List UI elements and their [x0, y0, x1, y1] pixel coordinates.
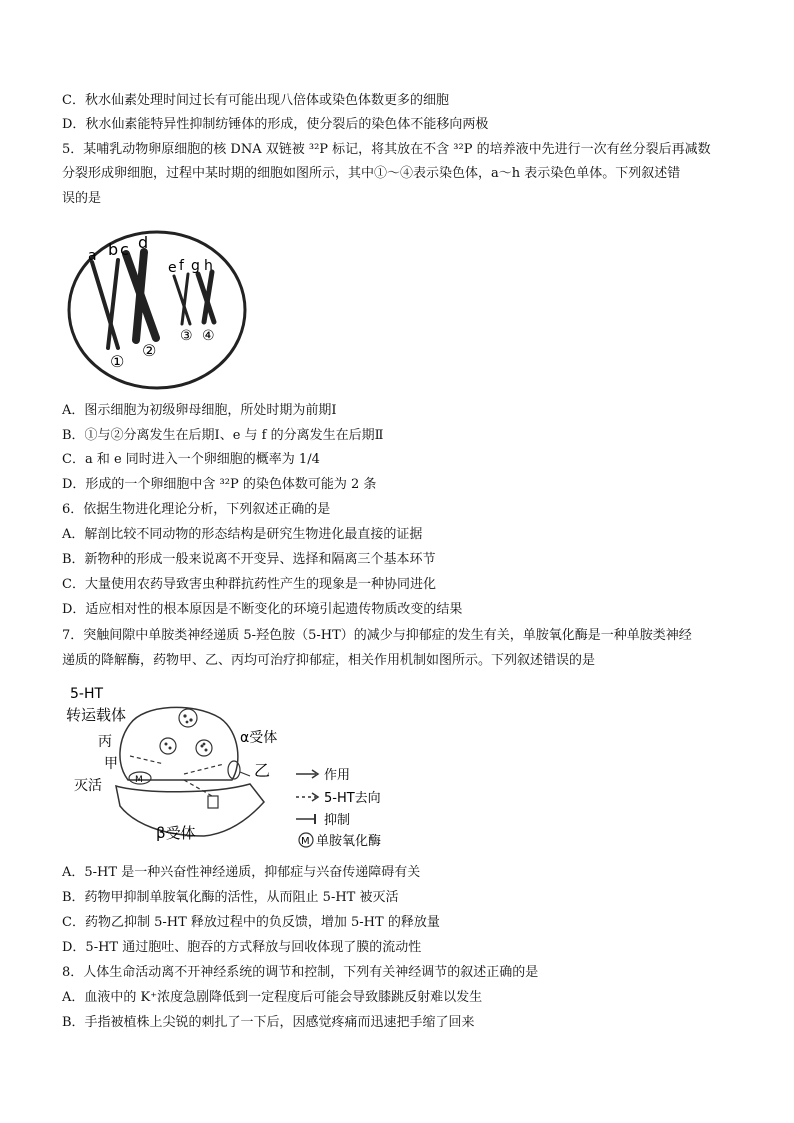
q6-option-b: B．新物种的形成一般来说离不开变异、选择和隔离三个基本环节: [62, 552, 436, 567]
chromatid-label-b: b: [108, 240, 119, 259]
label-drug-bing: 丙: [98, 734, 112, 750]
q8-stem: 8．人体生命活动离不开神经系统的调节和控制，下列有关神经调节的叙述正确的是: [62, 965, 539, 980]
q8-option-b: B．手指被植株上尖锐的刺扎了一下后，因感觉疼痛而迅速把手缩了回来: [62, 1015, 475, 1030]
label-alpha-receptor: α受体: [240, 730, 278, 746]
q5-option-c: C．a 和 e 同时进入一个卵细胞的概率为 1/4: [62, 452, 320, 467]
beta-receptor-shape: [208, 796, 218, 808]
label-drug-yi: 乙: [254, 761, 271, 780]
legend-5ht-direction: 5-HT去向: [324, 791, 381, 806]
mao-symbol-in-figure: M: [135, 775, 143, 785]
chromosome-label-4: ④: [202, 328, 215, 344]
chromosome-2: [126, 252, 156, 340]
q6-option-d: D．适应相对性的根本原因是不断变化的环境引起遗传物质改变的结果: [62, 602, 463, 617]
q8-option-a: A．血液中的 K⁺浓度急剧降低到一定程度后可能会导致膝跳反射难以发生: [62, 990, 483, 1005]
q7-figure-legend: [296, 768, 381, 848]
label-inactivate: 灭活: [74, 778, 102, 794]
label-drug-jia: 甲: [104, 756, 118, 772]
chromosome-4: [198, 272, 214, 322]
q4-option-d: D．秋水仙素能特异性抑制纺锤体的形成，使分裂后的染色体不能移向两极: [62, 117, 489, 132]
chromosome-1: [92, 260, 118, 348]
q7-option-c: C．药物乙抑制 5-HT 释放过程中的负反馈，增加 5-HT 的释放量: [62, 915, 440, 930]
chromatid-label-f: f: [179, 258, 184, 274]
label-transporter: 转运载体: [66, 706, 127, 724]
q5-cell-figure: [64, 228, 250, 392]
chromatid-label-d: d: [138, 233, 149, 252]
q7-stem-line-1: 7．突触间隙中单胺类神经递质 5-羟色胺（5-HT）的减少与抑郁症的发生有关，单胺氧化酶是一种单胺类神经: [62, 628, 692, 643]
legend-inhibit: 抑制: [324, 813, 351, 828]
q5-stem-line-1: 5．某哺乳动物卵原细胞的核 DNA 双链被 ³²P 标记，将其放在不含 ³²P 的培养液中先进行一次有丝分裂后再减数: [62, 142, 711, 157]
q7-option-d: D．5-HT 通过胞吐、胞吞的方式释放与回收体现了膜的流动性: [62, 940, 422, 955]
q7-option-b: B．药物甲抑制单胺氧化酶的活性，从而阻止 5-HT 被灭活: [62, 890, 399, 905]
q5-option-d: D．形成的一个卵细胞中含 ³²P 的染色体数可能为 2 条: [62, 477, 377, 492]
label-5ht: 5-HT: [70, 686, 104, 702]
q6-option-c: C．大量使用农药导致害虫种群抗药性产生的现象是一种协同进化: [62, 577, 436, 592]
q7-synapse-figure: [64, 684, 390, 848]
q5-option-a: A．图示细胞为初级卵母细胞，所处时期为前期Ⅰ: [62, 403, 337, 418]
chromatid-label-c: c: [120, 240, 129, 259]
chromosome-3: [174, 274, 190, 324]
chromosome-label-2: ②: [142, 341, 157, 360]
chromatid-label-e: e: [168, 260, 177, 276]
legend-mao: 单胺氧化酶: [316, 834, 382, 848]
q5-stem-line-3: 误的是: [62, 191, 102, 206]
legend-mao-symbol: M: [301, 836, 310, 847]
synaptic-vesicles: [160, 709, 212, 756]
q5-stem-line-2: 分裂形成卵细胞，过程中某时期的细胞如图所示，其中①～④表示染色体，a～h 表示染色单体。下列叙述错: [62, 166, 681, 181]
legend-act: 作用: [324, 768, 351, 783]
chromatid-label-h: h: [204, 258, 213, 274]
q5-option-b: B．①与②分离发生在后期Ⅰ、e 与 f 的分离发生在后期Ⅱ: [62, 428, 384, 443]
q4-option-c: C．秋水仙素处理时间过长有可能出现八倍体或染色体数更多的细胞: [62, 93, 449, 108]
q7-option-a: A．5-HT 是一种兴奋性神经递质，抑郁症与兴奋传递障碍有关: [62, 865, 421, 880]
chromatid-label-a: a: [88, 248, 97, 264]
q7-stem-line-2: 递质的降解酶，药物甲、乙、丙均可治疗抑郁症，相关作用机制如图所示。下列叙述错误的是: [62, 653, 596, 668]
chromatid-label-g: g: [191, 258, 200, 274]
q6-stem: 6．依据生物进化理论分析，下列叙述正确的是: [62, 502, 331, 517]
q6-option-a: A．解剖比较不同动物的形态结构是研究生物进化最直接的证据: [62, 527, 423, 542]
chromosome-label-1: ①: [110, 352, 125, 371]
chromosome-label-3: ③: [180, 328, 193, 344]
label-beta-receptor: β受体: [156, 824, 196, 842]
